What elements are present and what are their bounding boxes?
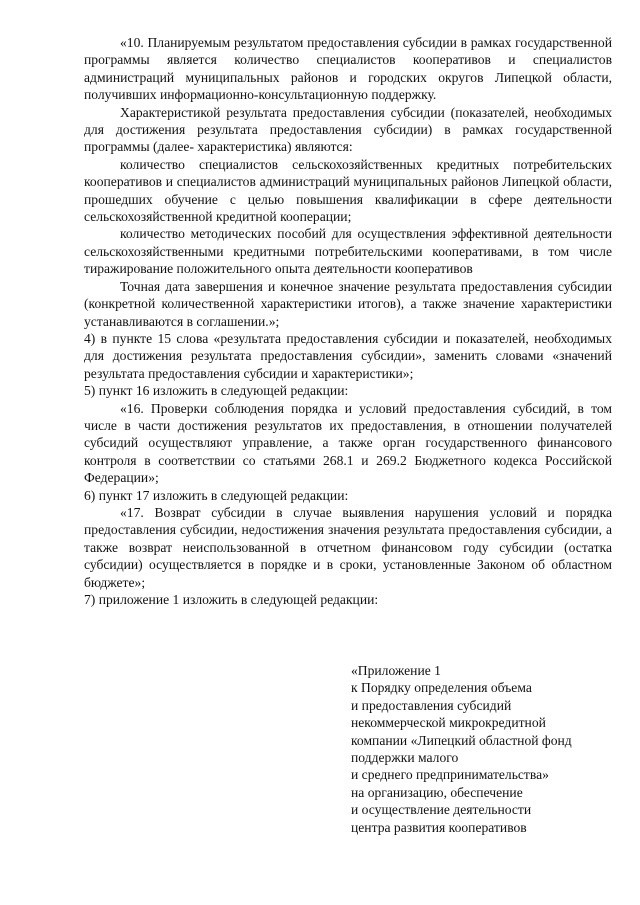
appendix-line: и среднего предпринимательства»: [351, 767, 549, 783]
paragraph-item-5: 5) пункт 16 изложить в следующей редакции:: [84, 383, 349, 399]
paragraph-specialists-count: количество специалистов сельскохозяйственных кредитных потребительских кооперативов и специалистов администраций муниципальных районов Липецкой области, прошедших обучение с целью повышения квалификации в сфере деятельности сельскохозяйственной кредитной кооперации;: [84, 156, 612, 225]
paragraph-item-4: 4) в пункте 15 слова «результата предоставления субсидии и показателей, необходимых для достижения результата предоставления субсидии», заменить словами «значений результата предоставления субсидии и характеристики»;: [84, 330, 612, 381]
paragraph-exact-date: Точная дата завершения и конечное значение результата предоставления субсидии (конкретной количественной характеристики итогов), а также значение характеристики устанавливаются в соглашении.»;: [84, 278, 612, 329]
appendix-line: компании «Липецкий областной фонд: [351, 732, 572, 748]
paragraph-item-17: «17. Возврат субсидии в случае выявления нарушения условий и порядка предоставления субсидии, недостижения значения результата предоставления субсидии, а также возврат неиспользованной в отчетном финансовом году субсидии (остатка субсидии) осуществляется в порядке и в сроки, установленные Законом об областном бюджете»;: [84, 504, 612, 590]
appendix-line: центра развития кооперативов: [351, 819, 527, 835]
appendix-line: поддержки малого: [351, 750, 459, 766]
appendix-line: некоммерческой микрокредитной: [351, 715, 546, 731]
paragraph-item-6: 6) пункт 17 изложить в следующей редакции:: [84, 487, 349, 503]
appendix-line: и осуществление деятельности: [351, 802, 532, 818]
appendix-line: и предоставления субсидий: [351, 697, 512, 713]
paragraph-item-10: «10. Планируемым результатом предоставления субсидии в рамках государственной программы является количество специалистов кооперативов и специалистов администраций муниципальных районов и городских округов Липецкой области, получивших информационно-консультационную поддержку.: [84, 35, 612, 103]
appendix-header: [351, 662, 621, 836]
paragraph-characteristic-intro: Характеристикой результата предоставления субсидии (показателей, необходимых для достижения результата предоставления субсидии) в рамках государственной программы (далее- характеристика) являются:: [84, 104, 612, 155]
paragraph-item-16: «16. Проверки соблюдения порядка и условий предоставления субсидий, в том числе в части достижения результатов их предоставления, в отношении получателей субсидий осуществляют управление, а также орган государственного финансового контроля в соответствии со статьями 268.1 и 269.2 Бюджетного кодекса Российской Федерации»;: [84, 400, 612, 486]
paragraph-item-7: 7) приложение 1 изложить в следующей редакции:: [84, 592, 379, 607]
document-body: [84, 34, 612, 608]
appendix-line: «Приложение 1: [351, 663, 441, 678]
appendix-line: на организацию, обеспечение: [351, 784, 523, 800]
paragraph-manuals-count: количество методических пособий для осуществления эффективной деятельности сельскохозяйственными кредитными потребительскими кооперативами, в том числе тиражирование положительного опыта деятельности кооперативов: [84, 226, 612, 277]
appendix-line: к Порядку определения объема: [351, 680, 532, 696]
